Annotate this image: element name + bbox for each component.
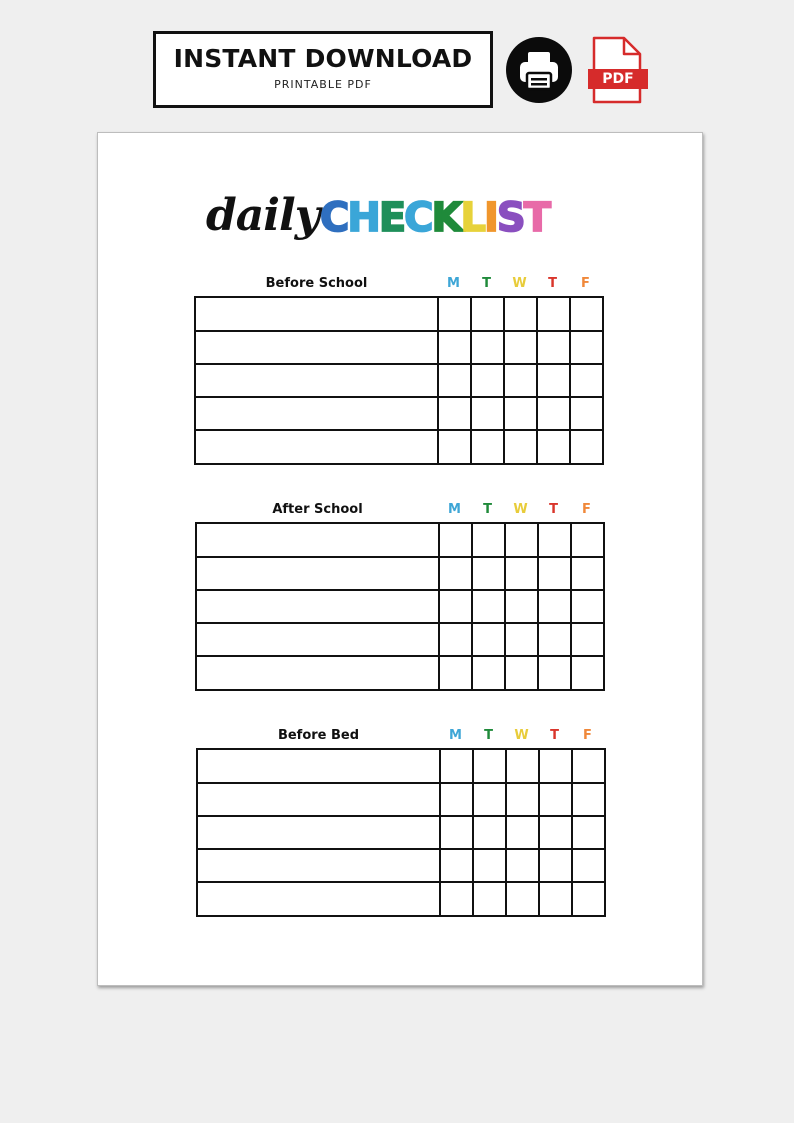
title-letter: H bbox=[347, 195, 381, 241]
day-label: T bbox=[482, 276, 491, 291]
pdf-file-icon bbox=[586, 36, 650, 104]
day-label: W bbox=[514, 728, 529, 743]
grid-column-divider bbox=[569, 298, 571, 463]
grid-row-divider bbox=[198, 848, 604, 850]
day-label: T bbox=[484, 728, 493, 743]
grid-row-divider bbox=[196, 396, 602, 398]
pdf-label: PDF bbox=[602, 71, 634, 87]
grid-row-divider bbox=[198, 782, 604, 784]
day-label: M bbox=[449, 728, 462, 743]
title-letter: S bbox=[496, 195, 526, 241]
day-label: F bbox=[581, 276, 590, 291]
grid-row-divider bbox=[197, 622, 603, 624]
grid-column-divider bbox=[504, 524, 506, 689]
grid-column-divider bbox=[503, 298, 505, 463]
grid-row-divider bbox=[197, 655, 603, 657]
checklist-grid bbox=[196, 748, 606, 917]
title-letter: C bbox=[404, 195, 434, 241]
day-label: T bbox=[549, 502, 558, 517]
grid-column-divider bbox=[470, 298, 472, 463]
grid-column-divider bbox=[536, 298, 538, 463]
grid-row-divider bbox=[196, 429, 602, 431]
day-label: W bbox=[512, 276, 527, 291]
grid-column-divider bbox=[471, 524, 473, 689]
grid-row-divider bbox=[197, 589, 603, 591]
section-header bbox=[195, 498, 603, 522]
instant-download-banner bbox=[153, 31, 493, 108]
title-letter: L bbox=[460, 195, 487, 241]
day-label: T bbox=[548, 276, 557, 291]
day-label: T bbox=[550, 728, 559, 743]
title-letter: C bbox=[320, 195, 350, 241]
title-checklist bbox=[320, 195, 552, 241]
title-letter: I bbox=[484, 195, 499, 241]
checklist-section bbox=[195, 498, 603, 691]
grid-row-divider bbox=[198, 815, 604, 817]
banner-title: INSTANT DOWNLOAD bbox=[173, 44, 473, 73]
checklist-section bbox=[194, 272, 602, 465]
grid-column-divider bbox=[537, 524, 539, 689]
title-letter: K bbox=[431, 195, 463, 241]
grid-column-divider bbox=[439, 750, 441, 915]
grid-row-divider bbox=[196, 330, 602, 332]
checklist-grid bbox=[195, 522, 605, 691]
checklist-grid bbox=[194, 296, 604, 465]
section-header bbox=[194, 272, 602, 296]
grid-column-divider bbox=[438, 524, 440, 689]
day-label: M bbox=[448, 502, 461, 517]
day-label: F bbox=[582, 502, 591, 517]
grid-column-divider bbox=[571, 750, 573, 915]
grid-row-divider bbox=[198, 881, 604, 883]
section-title: Before School bbox=[265, 276, 368, 291]
grid-column-divider bbox=[472, 750, 474, 915]
title-letter: T bbox=[523, 195, 552, 241]
section-title: After School bbox=[272, 502, 363, 517]
section-title: Before Bed bbox=[277, 728, 360, 743]
checklist-sheet bbox=[97, 132, 703, 986]
section-header bbox=[196, 724, 604, 748]
grid-column-divider bbox=[538, 750, 540, 915]
printer-icon bbox=[506, 37, 572, 103]
day-label: W bbox=[513, 502, 528, 517]
title-letter: E bbox=[378, 195, 407, 241]
banner-subtitle: PRINTABLE PDF bbox=[274, 78, 372, 91]
title-script: daily bbox=[206, 190, 320, 241]
grid-column-divider bbox=[505, 750, 507, 915]
day-label: M bbox=[447, 276, 460, 291]
grid-row-divider bbox=[196, 363, 602, 365]
grid-row-divider bbox=[197, 556, 603, 558]
grid-column-divider bbox=[437, 298, 439, 463]
checklist-section bbox=[196, 724, 604, 917]
grid-column-divider bbox=[570, 524, 572, 689]
day-label: F bbox=[583, 728, 592, 743]
day-label: T bbox=[483, 502, 492, 517]
